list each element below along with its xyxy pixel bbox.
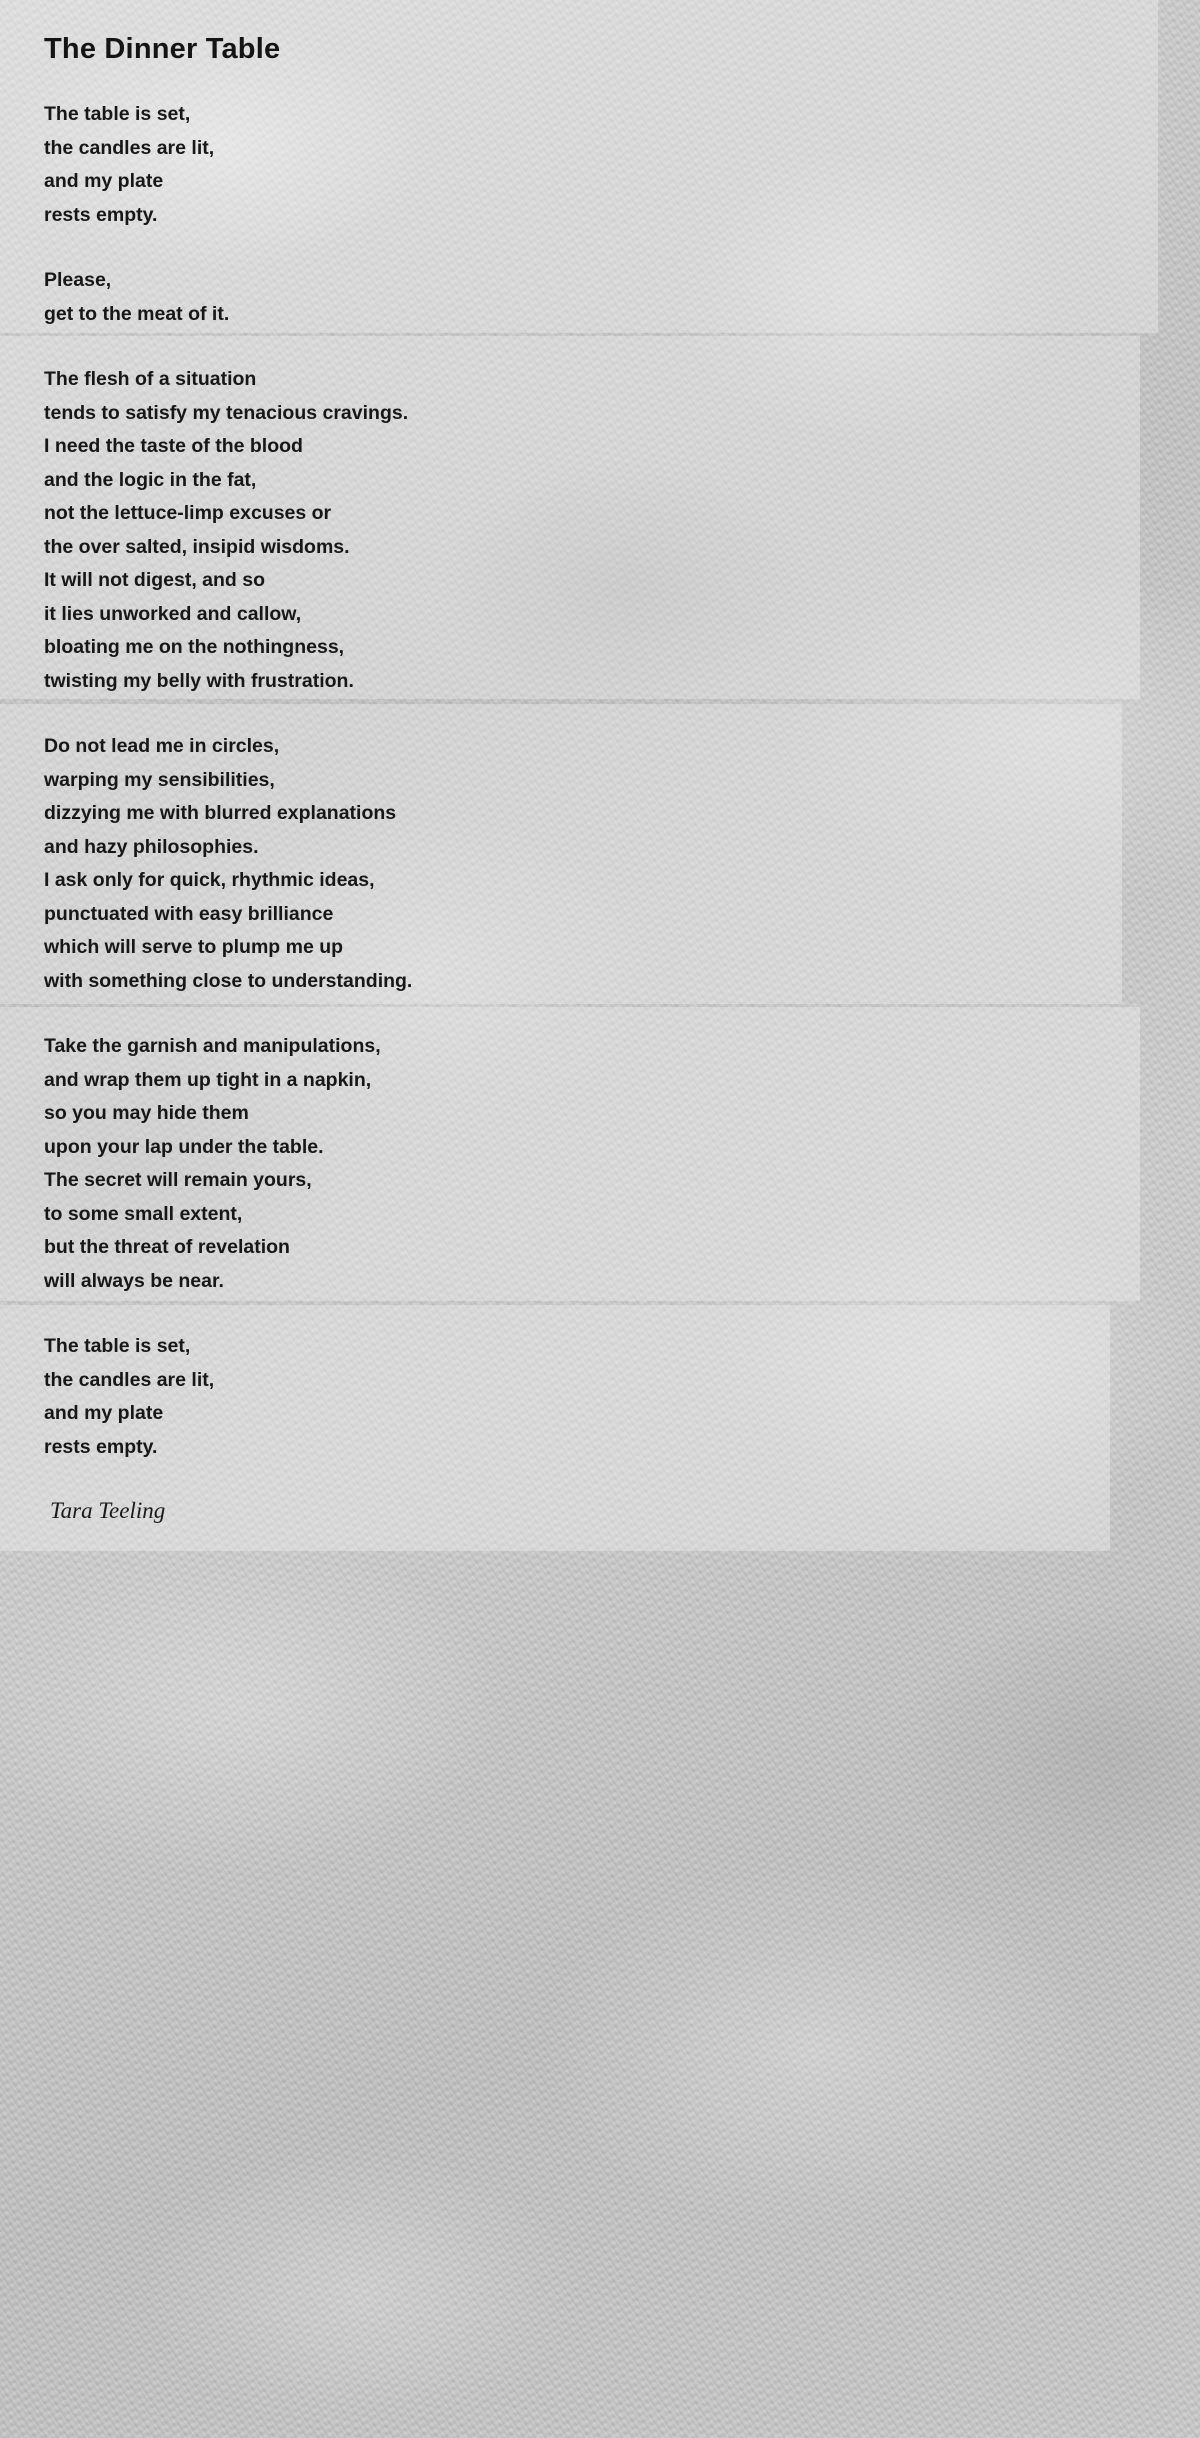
poem-line: and hazy philosophies.	[44, 835, 259, 858]
poem-line: It will not digest, and so	[44, 569, 266, 591]
poem-body	[44, 98, 744, 1496]
poem-line: dizzying me with blurred explanations	[44, 802, 397, 824]
poem-line: Do not lead me in circles,	[44, 735, 280, 757]
poem-line: and wrap them up tight in a napkin,	[44, 1068, 372, 1091]
stanza	[44, 98, 744, 232]
poem-line: the over salted, insipid wisdoms.	[44, 535, 350, 558]
poem-line: the candles are lit,	[44, 136, 215, 159]
poem-line: upon your lap under the table.	[44, 1135, 324, 1158]
poem-line: and the logic in the fat,	[44, 468, 257, 491]
poem-line: so you may hide them	[44, 1102, 249, 1124]
poem-line: twisting my belly with frustration.	[44, 669, 354, 692]
poem-line: punctuated with easy brilliance	[44, 902, 334, 925]
poem-line: The flesh of a situation	[44, 368, 257, 390]
stanza	[44, 1330, 744, 1464]
poem-line: The table is set,	[44, 1335, 191, 1357]
stanza	[44, 264, 744, 331]
poem-line: and my plate	[44, 170, 164, 192]
poem-line: The table is set,	[44, 103, 191, 125]
poem-line: Take the garnish and manipulations,	[44, 1035, 381, 1057]
poem-line: warping my sensibilities,	[44, 768, 275, 791]
poem-line: bloating me on the nothingness,	[44, 636, 345, 658]
poem-line: which will serve to plump me up	[44, 936, 344, 958]
author-name: Tara Teeling	[50, 1498, 166, 1523]
poem-line: with something close to understanding.	[44, 969, 413, 992]
poem-line: to some small extent,	[44, 1202, 243, 1225]
poem-line: and my plate	[44, 1402, 164, 1424]
stanza	[44, 1030, 744, 1298]
poem-line: I need the taste of the blood	[44, 435, 303, 457]
poem-line: tends to satisfy my tenacious cravings.	[44, 401, 409, 424]
poem-line: not the lettuce-limp excuses or	[44, 502, 332, 524]
poem-line: will always be near.	[44, 1269, 224, 1292]
poem-line: I ask only for quick, rhythmic ideas,	[44, 869, 375, 891]
poem-line: but the threat of revelation	[44, 1236, 290, 1258]
stanza	[44, 363, 744, 698]
poem-line: The secret will remain yours,	[44, 1169, 312, 1191]
stanza	[44, 730, 744, 998]
poem-line: the candles are lit,	[44, 1368, 215, 1391]
poem-line: rests empty.	[44, 1435, 158, 1458]
poem-line: it lies unworked and callow,	[44, 602, 302, 625]
poem-line: get to the meat of it.	[44, 302, 230, 325]
page-title: The Dinner Table	[44, 33, 281, 65]
poem-line: rests empty.	[44, 203, 158, 226]
poem-line: Please,	[44, 269, 112, 291]
